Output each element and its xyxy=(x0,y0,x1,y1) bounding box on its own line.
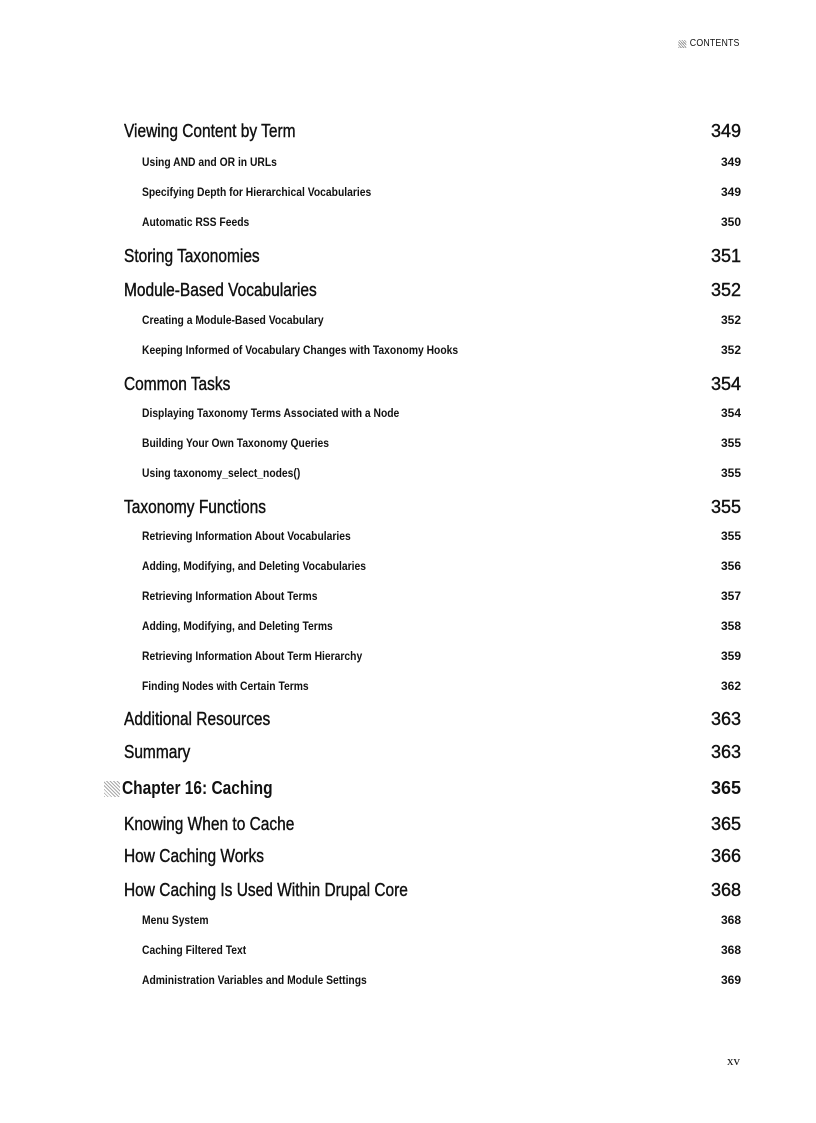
toc-entry-title xyxy=(142,215,250,229)
toc-entry-title-text: Automatic RSS Feeds xyxy=(142,215,250,229)
toc-entry-title xyxy=(124,709,271,730)
toc-entry-page: 363 xyxy=(710,742,741,762)
toc-subsection-entry[interactable] xyxy=(142,529,741,543)
toc-entry-title xyxy=(142,559,367,573)
toc-entry-title-text: Retrieving Information About Term Hierarchy xyxy=(142,649,363,663)
chapter-hatch-icon xyxy=(104,781,120,797)
toc-entry-title-text: Knowing When to Cache xyxy=(124,814,295,834)
toc-entry-page: 365 xyxy=(710,814,741,834)
toc-entry-title-text: Storing Taxonomies xyxy=(124,246,260,266)
toc-entry-title-text: Displaying Taxonomy Terms Associated with a Node xyxy=(142,406,400,420)
toc-subsection-entry[interactable] xyxy=(142,313,741,327)
toc-entry-page: 366 xyxy=(710,846,741,866)
toc-subsection-entry[interactable] xyxy=(142,649,741,663)
toc-entry-page: 355 xyxy=(710,497,741,517)
toc-subsection-entry[interactable] xyxy=(142,679,741,693)
toc-entry-title-text: Administration Variables and Module Settings xyxy=(142,973,367,987)
toc-entry-title-text: Keeping Informed of Vocabulary Changes with Taxonomy Hooks xyxy=(142,343,459,357)
toc-entry-title-text: Using AND and OR in URLs xyxy=(142,155,277,169)
toc-entry-page: 356 xyxy=(720,559,741,573)
toc-entry-page: 352 xyxy=(720,343,741,357)
toc-entry-title-text: Chapter 16: Caching xyxy=(122,778,273,798)
toc-entry-page: 368 xyxy=(710,880,741,900)
toc-entry-title-text: Creating a Module-Based Vocabulary xyxy=(142,313,324,327)
toc-entry-title xyxy=(142,313,324,327)
toc-entry-title xyxy=(124,742,191,763)
running-header xyxy=(679,38,740,49)
toc-subsection-entry[interactable] xyxy=(142,973,741,987)
toc-entry-title xyxy=(142,619,333,633)
toc-entry-page: 350 xyxy=(720,215,741,229)
toc-section-entry[interactable] xyxy=(124,374,741,395)
toc-entry-page: 368 xyxy=(720,943,741,957)
toc-entry-title-text: Retrieving Information About Terms xyxy=(142,589,318,603)
toc-entry-title xyxy=(124,497,266,518)
toc-entry-page: 362 xyxy=(720,679,741,693)
toc-entry-page: 354 xyxy=(710,374,741,394)
toc-entry-title-text: Caching Filtered Text xyxy=(142,943,247,957)
toc-subsection-entry[interactable] xyxy=(142,155,741,169)
toc-entry-page: 352 xyxy=(710,280,741,300)
toc-subsection-entry[interactable] xyxy=(142,436,741,450)
toc-section-entry[interactable] xyxy=(124,709,741,730)
toc-entry-page: 355 xyxy=(720,529,741,543)
toc-subsection-entry[interactable] xyxy=(142,559,741,573)
toc-subsection-entry[interactable] xyxy=(142,589,741,603)
toc-entry-title xyxy=(124,374,231,395)
hatch-icon xyxy=(679,40,687,48)
toc-entry-title-text: How Caching Is Used Within Drupal Core xyxy=(124,880,408,900)
toc-subsection-entry[interactable] xyxy=(142,619,741,633)
toc-subsection-entry[interactable] xyxy=(142,913,741,927)
toc-entry-page: 354 xyxy=(720,406,741,420)
toc-entry-title-text: Building Your Own Taxonomy Queries xyxy=(142,436,329,450)
toc-entry-title xyxy=(122,778,273,799)
toc-subsection-entry[interactable] xyxy=(142,943,741,957)
toc-section-entry[interactable] xyxy=(124,280,741,301)
toc-entry-title-text: Finding Nodes with Certain Terms xyxy=(142,679,309,693)
toc-entry-title xyxy=(142,466,301,480)
toc-subsection-entry[interactable] xyxy=(142,343,741,357)
toc-entry-page: 369 xyxy=(720,973,741,987)
toc-entry-page: 355 xyxy=(720,466,741,480)
toc-section-entry[interactable] xyxy=(124,880,741,901)
toc-entry-title-text: Retrieving Information About Vocabularies xyxy=(142,529,351,543)
toc-section-entry[interactable] xyxy=(124,121,741,142)
toc-entry-title-text: Specifying Depth for Hierarchical Vocabularies xyxy=(142,185,372,199)
toc-entry-title xyxy=(142,679,309,693)
toc-subsection-entry[interactable] xyxy=(142,215,741,229)
toc-section-entry[interactable] xyxy=(124,497,741,518)
toc-entry-page: 349 xyxy=(720,185,741,199)
toc-chapter-entry[interactable] xyxy=(104,778,741,799)
toc-entry-title-text: Menu System xyxy=(142,913,209,927)
toc-entry-page: 365 xyxy=(710,778,741,798)
toc-entry-title xyxy=(124,814,295,835)
toc-entry-title-text: Summary xyxy=(124,742,191,762)
toc-entry-title xyxy=(124,280,317,301)
toc-entry-title-text: Viewing Content by Term xyxy=(124,121,296,141)
toc-entry-title xyxy=(142,649,363,663)
toc-entry-title xyxy=(142,529,351,543)
toc-entry-page: 359 xyxy=(720,649,741,663)
toc-entry-title xyxy=(142,436,329,450)
toc-entry-title xyxy=(142,406,400,420)
toc-subsection-entry[interactable] xyxy=(142,185,741,199)
toc-entry-page: 349 xyxy=(720,155,741,169)
toc-entry-page: 357 xyxy=(720,589,741,603)
header-label: CONTENTS xyxy=(690,38,740,49)
toc-entry-title-text: Taxonomy Functions xyxy=(124,497,266,517)
toc-entry-page: 355 xyxy=(720,436,741,450)
toc-section-entry[interactable] xyxy=(124,742,741,763)
toc-entry-title-text: Module-Based Vocabularies xyxy=(124,280,317,300)
toc-entry-page: 352 xyxy=(720,313,741,327)
toc-entry-page: 363 xyxy=(710,709,741,729)
toc-entry-page: 368 xyxy=(720,913,741,927)
toc-section-entry[interactable] xyxy=(124,846,741,867)
toc-section-entry[interactable] xyxy=(124,246,741,267)
toc-entry-title xyxy=(142,185,372,199)
toc-entry-title-text: Additional Resources xyxy=(124,709,271,729)
toc-entry-title xyxy=(124,880,408,901)
toc-entry-title xyxy=(124,846,264,867)
toc-entry-title xyxy=(142,913,209,927)
page-number: xv xyxy=(727,1053,740,1068)
toc-entry-page: 351 xyxy=(710,246,741,266)
toc-entry-title xyxy=(142,589,318,603)
toc-entry-title xyxy=(142,943,247,957)
toc-entry-title xyxy=(142,155,277,169)
toc-entry-page: 349 xyxy=(710,121,741,141)
toc-entry-title xyxy=(142,343,459,357)
toc-entry-title xyxy=(142,973,367,987)
toc-entry-title-text: Adding, Modifying, and Deleting Terms xyxy=(142,619,333,633)
toc-entry-title-text: How Caching Works xyxy=(124,846,264,866)
toc-entry-title xyxy=(124,121,296,142)
toc-entry-title-text: Adding, Modifying, and Deleting Vocabularies xyxy=(142,559,367,573)
toc-subsection-entry[interactable] xyxy=(142,406,741,420)
toc-entry-title-text: Common Tasks xyxy=(124,374,231,394)
toc-entry-title xyxy=(124,246,260,267)
toc-entry-page: 358 xyxy=(720,619,741,633)
toc-subsection-entry[interactable] xyxy=(142,466,741,480)
toc-section-entry[interactable] xyxy=(124,814,741,835)
toc-entry-title-text: Using taxonomy_select_nodes() xyxy=(142,466,301,480)
